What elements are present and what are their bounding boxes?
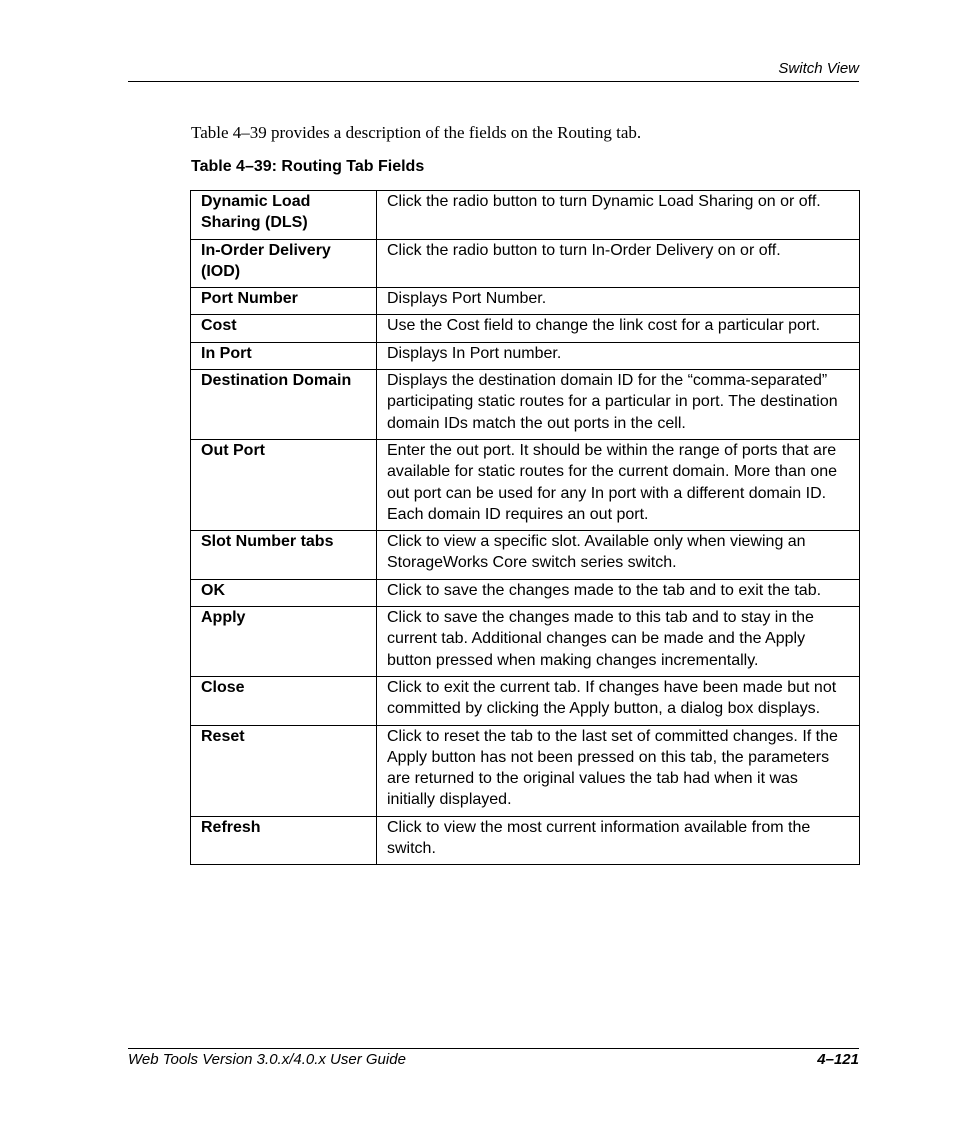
footer-document-title: Web Tools Version 3.0.x/4.0.x User Guide — [128, 1051, 406, 1068]
table-row — [191, 342, 860, 369]
field-description: Enter the out port. It should be within the range of ports that are available for static routes for the current domain. More than one out port can be used for any In port with a different domain ID. Each domain ID requires an out port. — [377, 439, 860, 530]
table-caption: Table 4–39: Routing Tab Fields — [191, 158, 425, 175]
table-row — [191, 579, 860, 606]
table-row — [191, 315, 860, 342]
field-description: Displays Port Number. — [377, 288, 860, 315]
field-description: Click to reset the tab to the last set of committed changes. If the Apply button has not been pressed on this tab, the parameters are returned to the original values the tab had when it was initially displayed. — [377, 725, 860, 816]
field-description: Click the radio button to turn Dynamic Load Sharing on or off. — [377, 191, 860, 240]
table-row — [191, 816, 860, 865]
field-name: Dynamic Load Sharing (DLS) — [191, 191, 377, 240]
table-row — [191, 725, 860, 816]
footer-rule — [128, 1048, 859, 1049]
field-name: Cost — [191, 315, 377, 342]
table-row — [191, 239, 860, 288]
field-name: In-Order Delivery (IOD) — [191, 239, 377, 288]
field-description: Click to save the changes made to the tab and to exit the tab. — [377, 579, 860, 606]
table-row — [191, 676, 860, 725]
field-name: Out Port — [191, 439, 377, 530]
field-description: Click to save the changes made to this tab and to stay in the current tab. Additional changes can be made and the Apply button pressed when making changes incrementally. — [377, 607, 860, 677]
table-row — [191, 439, 860, 530]
field-description: Click to view a specific slot. Available only when viewing an StorageWorks Core switch series switch. — [377, 531, 860, 580]
table-row — [191, 370, 860, 440]
table-row — [191, 191, 860, 240]
field-description: Click to view the most current information available from the switch. — [377, 816, 860, 865]
field-description: Click to exit the current tab. If changes have been made but not committed by clicking the Apply button, a dialog box displays. — [377, 676, 860, 725]
field-name: Slot Number tabs — [191, 531, 377, 580]
table-row — [191, 531, 860, 580]
routing-tab-fields-table — [190, 190, 860, 865]
field-description: Displays In Port number. — [377, 342, 860, 369]
field-name: Destination Domain — [191, 370, 377, 440]
field-name: OK — [191, 579, 377, 606]
field-name: Reset — [191, 725, 377, 816]
field-name: Apply — [191, 607, 377, 677]
field-description: Displays the destination domain ID for the “comma-separated” participating static routes for a particular in port. The destination domain IDs match the out ports in the cell. — [377, 370, 860, 440]
intro-paragraph: Table 4–39 provides a description of the fields on the Routing tab. — [191, 123, 642, 142]
running-header: Switch View — [778, 60, 859, 77]
field-description: Use the Cost field to change the link cost for a particular port. — [377, 315, 860, 342]
table-body — [191, 191, 860, 865]
header-rule — [128, 81, 859, 82]
field-name: Port Number — [191, 288, 377, 315]
table-row — [191, 288, 860, 315]
field-name: Refresh — [191, 816, 377, 865]
table-row — [191, 607, 860, 677]
field-description: Click the radio button to turn In-Order Delivery on or off. — [377, 239, 860, 288]
field-name: In Port — [191, 342, 377, 369]
page-number: 4–121 — [817, 1051, 859, 1068]
field-name: Close — [191, 676, 377, 725]
